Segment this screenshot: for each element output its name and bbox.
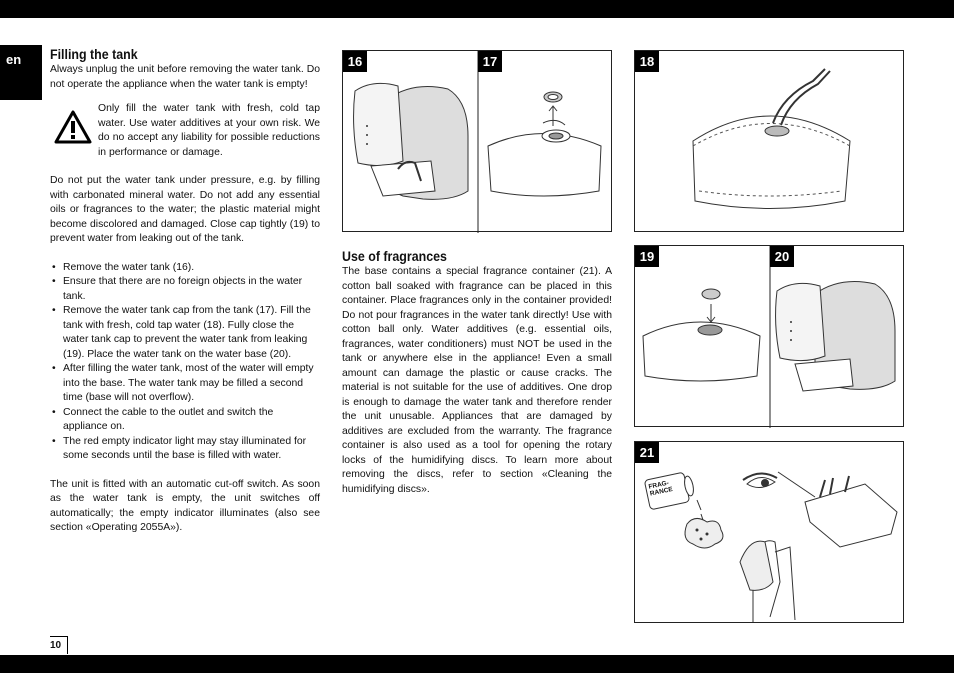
list-item: • After filling the water tank, most of the water will empty into the base. The water tank may be filled a second time (base will not overflow).: [50, 362, 320, 406]
warning-icon: [54, 110, 92, 144]
figure-18: [634, 50, 904, 232]
figure-number-18: 18: [635, 51, 659, 72]
page-number: 10: [50, 636, 68, 654]
list-item: • Connect the cable to the outlet and switch the appliance on.: [50, 406, 320, 435]
fragrance-container-illustration: [635, 442, 905, 624]
filling-para3: The unit is fitted with an automatic cut-off switch. As soon as the water tank is empty, the unit switches off automatically; the empty indicator illuminates (also see section «Operating 2055A»).: [50, 478, 320, 533]
figure-19-20: [634, 245, 904, 427]
warning-block: [50, 102, 320, 160]
list-item: • Remove the water tank (16).: [50, 261, 320, 276]
top-bar: [0, 0, 954, 18]
tank-refit-illustration: [635, 246, 905, 428]
filling-intro: Always unplug the unit before removing the water tank. Do not operate the appliance when the water tank is empty!: [50, 64, 320, 90]
list-item: • Remove the water tank cap from the tank (17). Fill the tank with fresh, cold tap water (18). Fully close the water tank cap to prevent the water tank from leaking (19). Place the water tank on the water base (20).: [50, 304, 320, 362]
fragrance-section: [342, 249, 612, 497]
filling-tap-illustration: [635, 51, 905, 233]
bottom-bar: [0, 655, 954, 673]
fragrance-title: Use of fragrances: [342, 249, 447, 264]
filling-section: [50, 47, 320, 536]
fragrance-body: The base contains a special fragrance container (21). A cotton ball soaked with fragrance can be placed in this container. Place fragrances only in the container provided! Do not pour fragrances in the water tank directly! Use with cotton ball only. Water additives (e.g. essential oils, fragrances, water conditioners) must NOT be used in the tank or anywhere else in the appliance! Even a small amount can damage the plastic or cause cracks. The material is not suitable for the use of additives. One drop is enough to damage the water tank and therefore render the unit unusable. Appliances that are damaged by additives are excluded from the warranty. The fragrance container is also used as a tool for opening the rotary locks of the humidifying discs. To learn more about removing the discs, refer to section «Cleaning the humidifying discs».: [342, 266, 612, 495]
figure-number-19: 19: [635, 246, 659, 267]
figure-16-17: [342, 50, 612, 232]
list-item: • Ensure that there are no foreign objects in the water tank.: [50, 275, 320, 304]
fragrance-bottle-label: FRAG- RANCE: [647, 479, 674, 498]
filling-steps: [50, 261, 320, 464]
figure-number-20: 20: [770, 246, 794, 267]
language-tab: en: [0, 45, 42, 100]
list-item: • The red empty indicator light may stay illuminated for some seconds until the base is filled with water.: [50, 435, 320, 464]
figure-number-21: 21: [635, 442, 659, 463]
figure-number-17: 17: [478, 51, 502, 72]
warning-text: Only fill the water tank with fresh, cold tap water. Use water additives at your own risk. We do no accept any liability for possible reductions in performance or damage.: [98, 103, 320, 158]
filling-title: Filling the tank: [50, 47, 138, 62]
figure-number-16: 16: [343, 51, 367, 72]
filling-para2: Do not put the water tank under pressure, e.g. by filling with carbonated mineral water. Do not add any essential oils or fragrances to the water; the plastic material might become discolored and damaged. Close cap tightly (19) to prevent water from leaking out of the tank.: [50, 175, 320, 244]
tank-removal-illustration: [343, 51, 613, 233]
figure-21: [634, 441, 904, 623]
